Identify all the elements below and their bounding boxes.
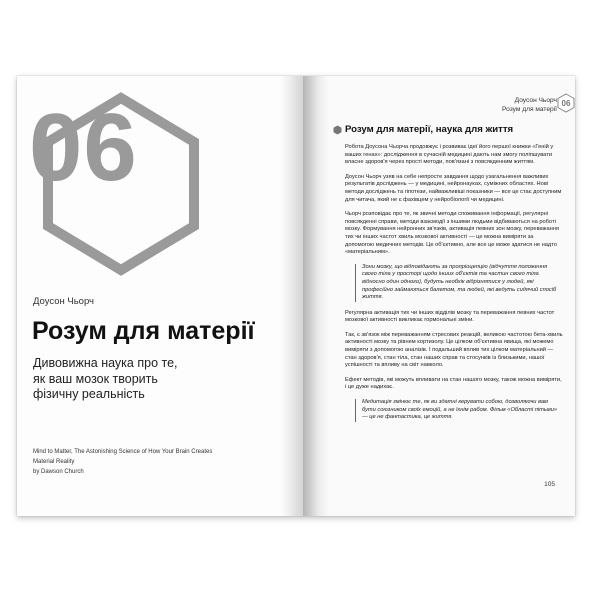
- subtitle-line: фізичну реальність: [33, 387, 145, 401]
- paragraph: Так, є зв'язок між переважанням стресових реакцій, великою частотою бета-хвиль активності мозку та рівнем кортизолу. Це цілком об'єктивна явища, які можемо виміряти з допомогою аналізів. І подальший вплив тих цілком матеріальний — стан здоров'я, стан тіла, стан наших справ та стосунків із близькими, нашої успішності та впливу на світ навколо.: [345, 331, 563, 369]
- book-title: Розум для матерії: [32, 317, 255, 345]
- original-author-line: by Dawson Church: [33, 469, 84, 475]
- body-text: [345, 144, 563, 430]
- paragraph: Доусон Чьорч узяв на себе непросте завдання щодо узагальнення важливих результатів досліджень — у медицині, нейронауках, суміжних областях. Нові методи досліджень та гіпотези, найважливіші показники — все це стає доступним для читача, який не є фахівцем у нейробіології чи медицині.: [345, 173, 562, 203]
- paragraph: Регулярна активація тих чи інших відділів мозку та переважання певних частот мозкової активності викликає гормональні зміни.: [345, 309, 555, 324]
- original-title-line: Mind to Matter, The Astonishing Science of How Your Brain Creates: [33, 449, 213, 455]
- paragraph: Ефект методів, які можуть впливати на стан нашого мозку, також можна виміряти, і це дуже надихає.: [345, 376, 562, 391]
- book-author: Доусон Чьорч: [33, 296, 94, 307]
- pull-quote: Медитація змінює те, як ви здатні керувати собою, дозволяючи вам бути союзником своїх емоцій, а не їхнім рабом. Фільм «Області пітьми» — це не фантастика, це життя.: [355, 399, 563, 422]
- subtitle-line: Дивовижна наука про те,: [33, 356, 178, 370]
- paragraph: Чьорч розповідає про те, як звичні методи споживання інформації, регулярні повсякденні справи, методи взаємодії з іншими людьми відбиваються на роботі мозку. Формування нейронних зв'язків, активація певних зон мозку, переважання тих чи інших частот хвиль мозкової активності — це можна виміряти за допомогою медичних методів. Це об'єктивно, але все це може здатися не надто «матеріальним».: [345, 211, 560, 256]
- running-head: [502, 96, 557, 114]
- chapter-badge-icon: [557, 93, 575, 113]
- chapter-badge-number: 06: [561, 99, 571, 109]
- gutter-shadow: [281, 76, 303, 516]
- section-title: Розум для матерії, наука для життя: [345, 124, 514, 135]
- original-title-line: Material Reality: [33, 459, 75, 465]
- chapter-number: 06: [29, 94, 138, 201]
- page-number: 105: [544, 481, 555, 488]
- hexagon-bullet-icon: [333, 125, 342, 135]
- running-head-author: Доусон Чьорч: [514, 97, 557, 104]
- subtitle-line: як ваш мозок творить: [33, 371, 158, 386]
- pull-quote: Зони мозку, що відповідають за пропріоцепцію (відчуття положення свого тіла у просторі щодо інших об'єктів та частин свого тіла відносно один одного), будуть необхік відрізнятися у людей, які професійно займаються балетом, та людей, які ведуть сидячий спосіб життя.: [355, 264, 563, 302]
- left-page: [17, 76, 303, 516]
- book-spread: [17, 76, 575, 516]
- paragraph: Робота Доусона Чьорча продовжує і розвиває ідеї його першої книжки «Геній у ваших генах»: дослідження в сучасній медицині дають нам змогу поліпшувати власне здоров'я через прості методи, пов'язані з повсякденним життям.: [345, 144, 554, 166]
- right-page: [303, 76, 575, 516]
- original-title: [33, 447, 293, 477]
- running-head-title: Розум для матерії: [502, 106, 557, 113]
- book-subtitle: [33, 356, 178, 403]
- gutter-shadow: [303, 76, 329, 516]
